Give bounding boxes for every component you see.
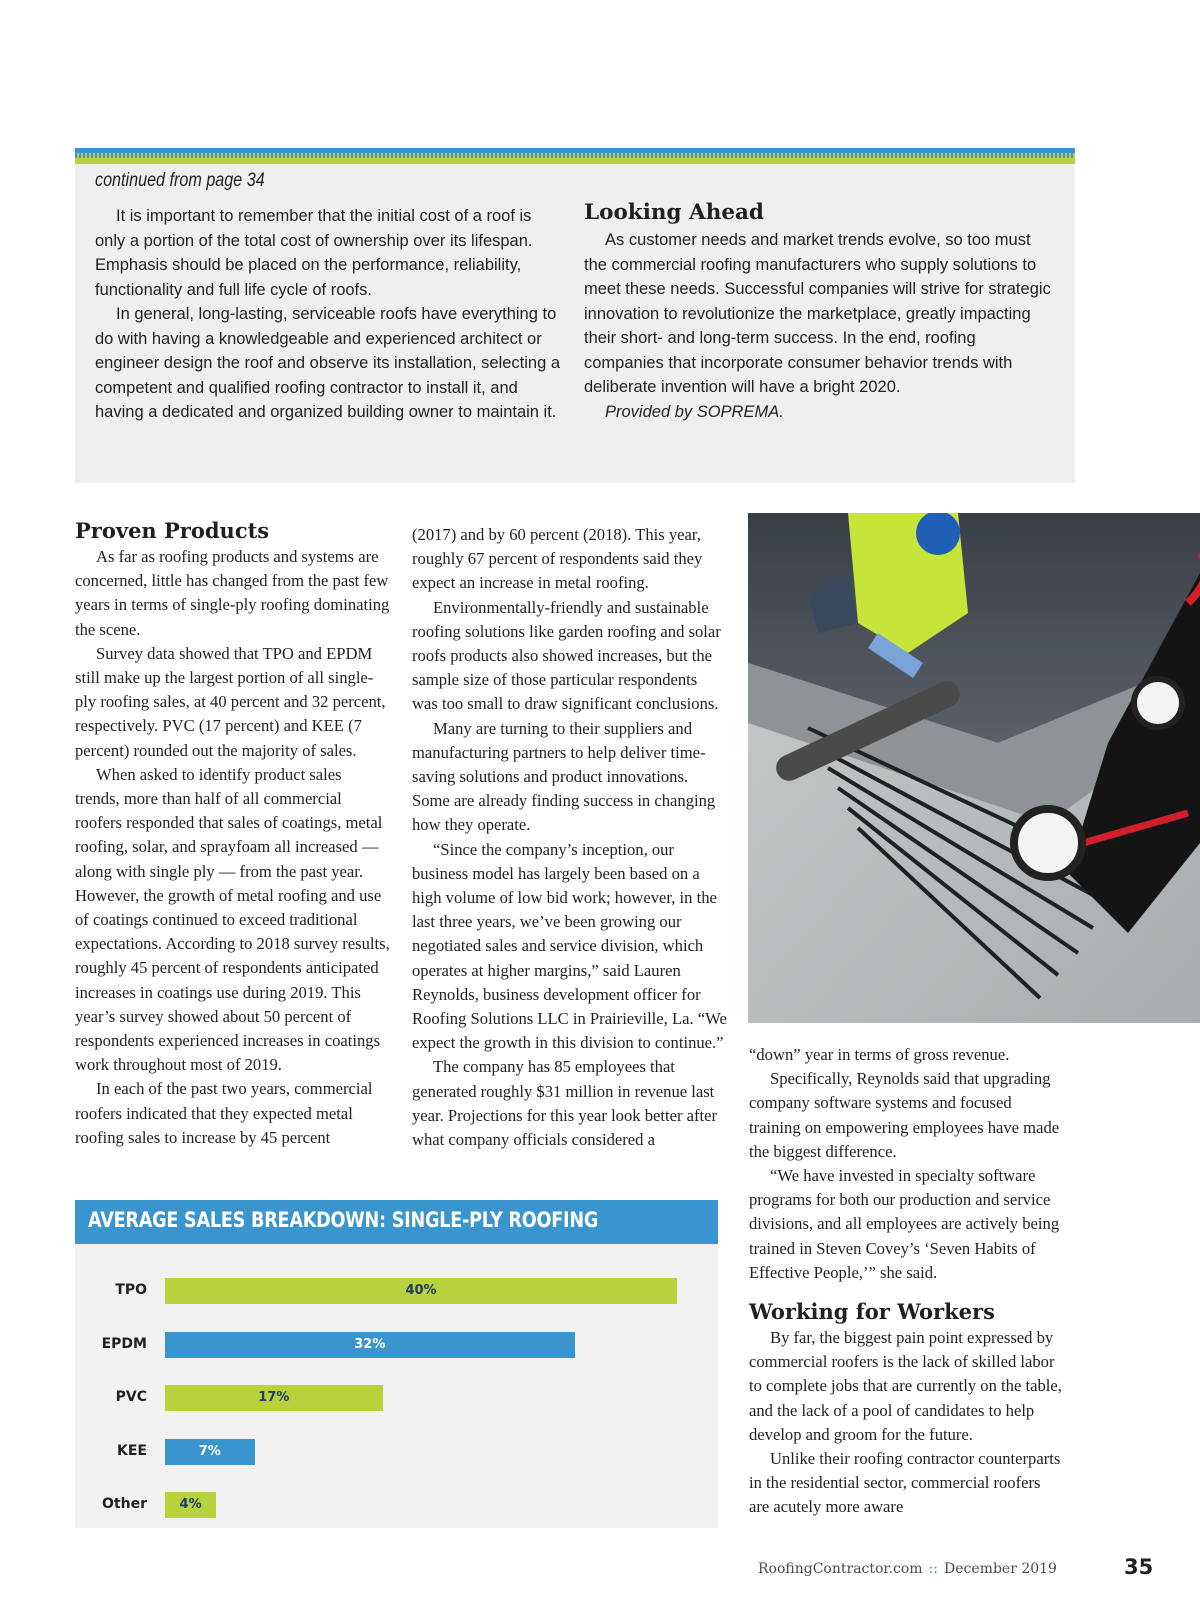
bar-label-kee: KEE [117, 1442, 147, 1459]
bar-value-label-pvc: 17% [258, 1390, 290, 1405]
article-paragraph: Specifically, Reynolds said that upgrading company software systems and focused training on empowering employees have made the biggest difference. [749, 1069, 1060, 1161]
bar-label-pvc: PVC [115, 1389, 147, 1405]
footer-site: RoofingContractor.com [758, 1561, 923, 1577]
sidebar-stripe [75, 148, 1075, 164]
article-paragraph: The company has 85 employees that generated roughly $31 million in revenue last year. Projections for this year look better after what company officials considered a [412, 1057, 718, 1150]
article-column-1 [75, 517, 390, 1150]
page-footer [758, 1561, 1057, 1577]
footer-date: December 2019 [944, 1561, 1057, 1577]
looking-ahead-heading: Looking Ahead [584, 200, 764, 225]
sales-breakdown-chart [75, 1200, 718, 1528]
sidebar-paragraph: As customer needs and market trends evolve, so too must the commercial roofing manufacturers who supply solutions to meet these needs. Successful companies will strive for strategic innovation to revolutionize the marketplace, greatly impacting their short- and long-term success. In the end, roofing companies that incorporate consumer behavior trends with deliberate invention will have a bright 2020. [584, 231, 1051, 396]
article-column-3 [749, 1043, 1064, 1520]
bar-value-label-epdm: 32% [354, 1336, 386, 1352]
roofing-photo [748, 513, 1200, 1023]
article-paragraph: In each of the past two years, commercial roofers indicated that they expected metal roofing sales to increase by 45 percent [75, 1079, 373, 1147]
sidebar-box [75, 148, 1075, 483]
article-paragraph: Environmentally-friendly and sustainable roofing solutions like garden roofing and solar roofs products also showed increases, but the sample size of those particular respondents was too small to draw significant conclusions. [412, 597, 721, 714]
working-for-workers-heading: Working for Workers [749, 1299, 995, 1325]
bar-value-label-tpo: 40% [405, 1283, 437, 1298]
article-paragraph: Many are turning to their suppliers and manufacturing partners to help deliver time-saving solutions and product innovations. Some are already finding success in changing how they operate. [412, 718, 716, 835]
article-column-2 [412, 523, 727, 1152]
article-paragraph: “We have invested in specialty software programs for both our production and service divisions, and all employees are actively being trained in Steven Covey’s ‘Seven Habits of Effective People,’” she said. [749, 1166, 1060, 1282]
sidebar-paragraph: In general, long-lasting, serviceable roofs have everything to do with having a knowledgeable and experienced architect or engineer design the roof and observe its installation, selecting a competent and qualified roofing contractor to install it, and having a dedicated and organized building owner to maintain it. [95, 305, 561, 421]
bar-label-other: Other [102, 1496, 147, 1512]
continued-note: continued from page 34 [95, 170, 265, 191]
article-paragraph: As far as roofing products and systems are concerned, little has changed from the past few years in terms of single-ply roofing dominating the scene. [75, 547, 390, 639]
article-paragraph: Unlike their roofing contractor counterparts in the residential sector, commercial roofers are acutely more aware [749, 1449, 1061, 1517]
bar-value-label-other: 4% [179, 1497, 202, 1512]
page-number: 35 [1124, 1555, 1154, 1579]
bar-label-epdm: EPDM [101, 1335, 147, 1352]
proven-products-heading: Proven Products [75, 518, 270, 543]
bar-label-tpo: TPO [115, 1282, 147, 1298]
article-paragraph: “down” year in terms of gross revenue. [749, 1045, 1010, 1064]
article-paragraph: Survey data showed that TPO and EPDM still make up the largest portion of all single-ply roofing sales, at 40 percent and 32 percent, respectively. PVC (17 percent) and KEE (7 percent) rounded out the majority of sales. [75, 643, 386, 760]
chart-title: AVERAGE SALES BREAKDOWN: SINGLE-PLY ROOFING [88, 1208, 599, 1232]
article-paragraph: “Since the company’s inception, our business model has largely been based on a high volume of low bid work; however, in the last three years, we’ve been growing our negotiated sales and service division, which operates at higher margins,” said Lauren Reynolds, business development officer for Roofing Solutions LLC in Prairieville, La. “We expect the growth in this division to continue.” [412, 839, 727, 1053]
sidebar-left-column [95, 204, 565, 425]
roofing-photo-illustration [748, 513, 1200, 1023]
chart-title-bar [75, 1200, 718, 1244]
article-paragraph: By far, the biggest pain point expressed by commercial roofers is the lack of skilled labor to complete jobs that are currently on the table, and the lack of a pool of candidates to help develop and groom for the future. [749, 1328, 1062, 1444]
footer-separator: :: [928, 1561, 939, 1577]
bar-value-label-kee: 7% [198, 1443, 221, 1459]
sidebar-right-column [584, 200, 1054, 424]
article-paragraph: When asked to identify product sales trends, more than half of all commercial roofers responded that sales of coatings, metal roofing, solar, and sprayfoam all increased — along with single ply — from the past year. However, the growth of metal roofing and use of coatings continued to exceed traditional expectations. According to 2018 survey results, roughly 45 percent of respondents anticipated increases in coatings use during 2019. This year’s survey showed about 50 percent of respondents experienced increases in coatings work throughout most of 2019. [75, 764, 390, 1075]
sidebar-paragraph: It is important to remember that the initial cost of a roof is only a portion of the total cost of ownership over its lifespan. Emphasis should be placed on the performance, reliability, functionality and full life cycle of roofs. [95, 207, 533, 299]
sidebar-credit: Provided by SOPREMA. [605, 402, 784, 421]
article-paragraph: (2017) and by 60 percent (2018). This year, roughly 67 percent of respondents said they expect an increase in metal roofing. [412, 525, 703, 593]
